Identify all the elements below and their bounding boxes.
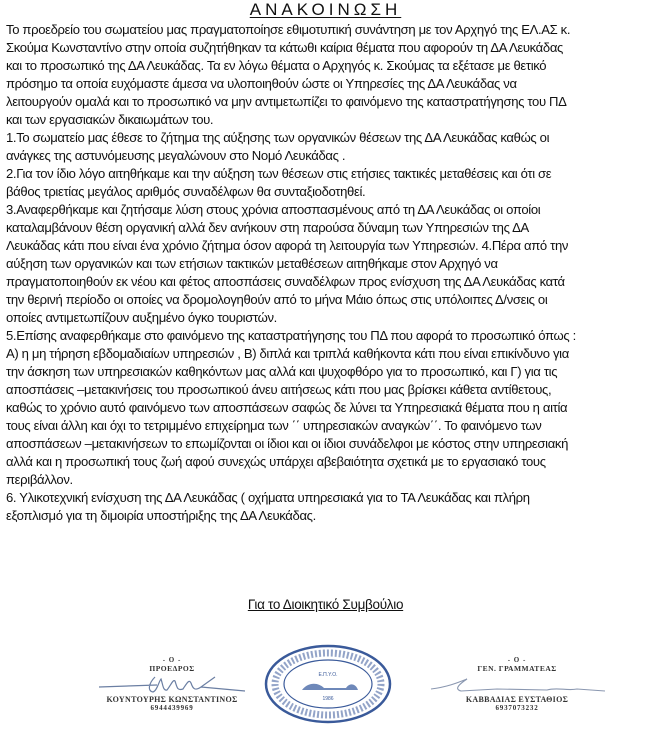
seal-center-text: Ε.Π.Υ.Ο. <box>318 672 338 678</box>
text-line: αποσπάσεων –μετακινήσεων το επωμίζονται οι ίδιοι και οι ίδιοι συνάδελφοι με κόστος στην υπηρεσιακή <box>6 436 569 451</box>
text-line: 1.Το σωματείο μας έθεσε το ζήτημα της αύξησης των οργανικών θέσεων της ΔΑ Λευκάδας καθώς οι <box>6 130 550 145</box>
signature-phone: 6944439969 <box>150 704 194 712</box>
text-line: 2.Για τον ίδιο λόγο αιτηθήκαμε και την αύξηση των θέσεων στις ετήσιες τακτικές μεταθέσεις και ότι σε <box>6 166 552 181</box>
announcement-title-text: ΑΝΑΚΟΙΝΩΣΗ <box>249 0 402 19</box>
signature-name: ΚΟΥΝΤΟΥΡΗΣ ΚΩΝΣΤΑΝΤΙΝΟΣ <box>106 695 238 704</box>
text-line: και των εργασιακών δικαιωμάτων του. <box>6 112 214 127</box>
text-line: Λευκάδας κάτι που είναι ένα χρόνιο ζήτημα όσον αφορά τη λειτουργία των Υπηρεσιών. 4.Πέρα από την <box>6 238 569 253</box>
text-line: και το προσωπικό της ΔΑ Λευκάδας. Τα εν λόγω θέματα ο Αρχηγός κ. Σκούμας τα εξέτασε με θετικό <box>6 58 547 73</box>
signature-role: ΓΕΝ. ΓΡΑΜΜΑΤΕΑΣ <box>477 664 557 673</box>
text-line: Σκούμα Κωνσταντίνο στην οποία συζητήθηκαν τα κάτωθι καίρια θέματα που αφορούν τη ΔΑ Λευκάδας <box>6 40 564 55</box>
signature-article: - Ο - <box>162 656 182 664</box>
announcement-title <box>0 0 651 20</box>
signature-phone: 6937073232 <box>495 704 539 712</box>
signature-name: ΚΑΒΒΑΔΙΑΣ ΕΥΣΤΑΘΙΟΣ <box>465 695 569 704</box>
text-line: τους είναι άλλη και όχι το τετριμμένο επιχείρημα των ΄΄ υπηρεσιακών αναγκών΄΄. Το φαινόμενο των <box>6 418 542 433</box>
signature-block-secretary <box>422 656 612 712</box>
handwritten-signature-icon <box>427 673 607 695</box>
text-line: 3.Αναφερθήκαμε και ζητήσαμε λύση στους χρόνια αποσπασμένους από τη ΔΑ Λευκάδας οι οποίοι <box>6 202 541 217</box>
board-signoff: Για το Διοικητικό Συμβούλιο <box>247 597 404 612</box>
text-line: πρόσημο τα οποία ευχόμαστε άμεσα να υλοποιηθούν ώστε οι Υπηρεσίες της ΔΑ Λευκάδας να <box>6 76 517 91</box>
text-line: την άσκηση των υπηρεσιακών καθηκόντων μας αλλά και ψυχοφθόρο για το προσωπικό, και Γ) για τις <box>6 364 558 379</box>
union-seal-icon <box>262 640 394 728</box>
text-line: καταλαμβάνουν θέση οργανική αλλά δεν ανήκουν στη παρούσα δύναμη των Υπηρεσιών της ΔΑ <box>6 220 529 235</box>
text-line: πραγματοποιηθούν εκ νέου και φέτος αποσπάσεις συναδέλφων προς ενίσχυση της ΔΑ Λευκάδας κατά <box>6 274 565 289</box>
text-line: λειτουργούν ομαλά και το προσωπικό να μην αντιμετωπίζει το φαινόμενο της καταστρατήγησης του ΠΔ <box>6 94 567 109</box>
closing-line <box>0 597 651 612</box>
text-line: οποίες αντιμετωπίζουν αυξημένο όγκο τουριστών. <box>6 310 277 325</box>
text-line: Α) η μη τήρηση εβδομαδιαίων υπηρεσιών , Β) διπλά και τριπλά καθήκοντα κάτι που είναι επικίνδυνο για <box>6 346 569 361</box>
text-line: Το προεδρείο του σωματείου μας πραγματοποίησε εθιμοτυπική συνάντηση με τον Αρχηγό της ΕΛ.ΑΣ κ. <box>6 22 571 37</box>
signature-article: - Ο - <box>507 656 527 664</box>
seal-year: 1986 <box>322 696 334 702</box>
text-line: καθώς το χρόνιο αυτό φαινόμενο των αποσπάσεων σαφώς δε λύνει τα Υπηρεσιακά θέματα που η αιτία <box>6 400 568 415</box>
signature-role: ΠΡΟΕΔΡΟΣ <box>149 664 195 673</box>
text-line: ανάγκες της αστυνόμευσης μεγαλώνουν στο Νομό Λευκάδας . <box>6 148 346 163</box>
text-line: την θερινή περίοδο οι οποίες να δρομολογηθούν από το μήνα Μάιο όπως στις υπόλοιπες Δ/νσεις οι <box>6 292 548 307</box>
text-line: βάθος τριετίας μεγάλος αριθμός συναδέλφων θα συνταξιοδοτηθεί. <box>6 184 366 199</box>
announcement-body <box>6 21 651 525</box>
signature-block-president <box>82 656 262 712</box>
text-line: αύξηση των οργανικών και των ετήσιων τακτικών μεταθέσεων αιτηθήκαμε στον Αρχηγό να <box>6 256 498 271</box>
text-line: περιβάλλον. <box>6 472 73 487</box>
text-line: εξοπλισμό για τη διμοιρία υποστήριξης της ΔΑ Λευκάδας. <box>6 508 316 523</box>
text-line: 5.Επίσης αναφερθήκαμε στο φαινόμενο της καταστρατήγησης του ΠΔ που αφορά το προσωπικό όπως : <box>6 328 576 343</box>
text-line: αλλά και η προσωπική τους ζωή αφού συνεχώς υπάρχει αβεβαιότητα σχετικά με το εργασιακό τους <box>6 454 546 469</box>
text-line: αποσπάσεις –μετακινήσεις του προσωπικού άνευ αιτήσεως κάτι που μας βρίσκει κάθετα αντίθετους, <box>6 382 552 397</box>
text-line: 6. Υλικοτεχνική ενίσχυση της ΔΑ Λευκάδας ( οχήματα υπηρεσιακά για το ΤΑ Λευκάδας και πλήρη <box>6 490 530 505</box>
handwritten-signature-icon <box>97 673 247 695</box>
